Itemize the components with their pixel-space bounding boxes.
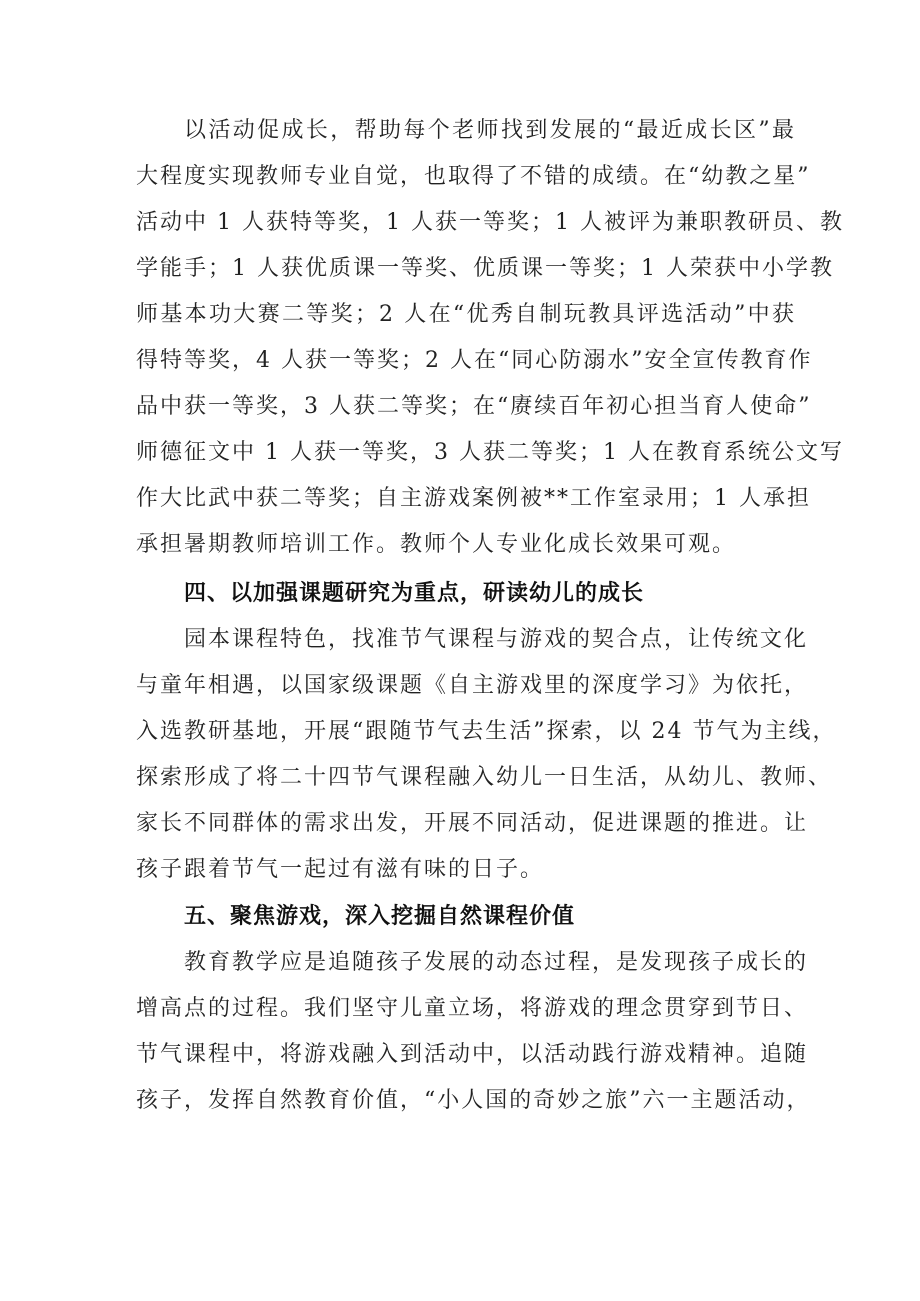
paragraph-line: 入选教研基地，开展“跟随节气去生活”探索，以 24 节气为主线，	[136, 719, 837, 744]
paragraph-line: 学能手；1 人获优质课一等奖、优质课一等奖；1 人荣获中小学教	[136, 256, 834, 281]
paragraph-line: 师基本功大赛二等奖；2 人在“优秀自制玩教具评选活动”中获	[136, 302, 796, 327]
paragraph-line: 得特等奖，4 人获一等奖；2 人在“同心防溺水”安全宣传教育作	[136, 348, 813, 373]
paragraph-line: 品中获一等奖，3 人获二等奖；在“赓续百年初心担当育人使命”	[136, 394, 812, 419]
paragraph-line: 家长不同群体的需求出发，开展不同活动，促进课题的推进。让	[136, 811, 809, 836]
paragraph-line: 探索形成了将二十四节气课程融入幼儿一日生活，从幼儿、教师、	[136, 765, 833, 790]
section-heading: 五、聚焦游戏，深入挖掘自然课程价值	[184, 904, 576, 929]
paragraph-line: 教育教学应是追随孩子发展的动态过程，是发现孩子成长的	[184, 950, 809, 975]
paragraph-line: 活动中 1 人获特等奖，1 人获一等奖；1 人被评为兼职教研员、教	[136, 210, 844, 235]
paragraph-line: 孩子，发挥自然教育价值，“小人国的奇妙之旅”六一主题活动，	[136, 1088, 811, 1113]
paragraph-line: 节气课程中，将游戏融入到活动中，以活动践行游戏精神。追随	[136, 1042, 809, 1067]
section-heading: 四、以加强课题研究为重点，研读幼儿的成长	[184, 581, 645, 606]
paragraph-line: 增高点的过程。我们坚守儿童立场，将游戏的理念贯穿到节日、	[136, 996, 809, 1021]
paragraph-line: 承担暑期教师培训工作。教师个人专业化成长效果可观。	[136, 532, 737, 557]
paragraph-line: 孩子跟着节气一起过有滋有味的日子。	[136, 857, 545, 882]
paragraph-line: 师德征文中 1 人获一等奖，3 人获二等奖；1 人在教育系统公文写	[136, 440, 844, 465]
paragraph-line: 与童年相遇，以国家级课题《自主游戏里的深度学习》为依托，	[136, 673, 809, 698]
paragraph-line: 作大比武中获二等奖；自主游戏案例被**工作室录用；1 人承担	[136, 486, 811, 511]
paragraph-line: 以活动促成长，帮助每个老师找到发展的“最近成长区”最	[184, 118, 796, 143]
paragraph-line: 大程度实现教师专业自觉，也取得了不错的成绩。在“幼教之星”	[136, 164, 811, 189]
paragraph-line: 园本课程特色，找准节气课程与游戏的契合点，让传统文化	[184, 627, 809, 652]
